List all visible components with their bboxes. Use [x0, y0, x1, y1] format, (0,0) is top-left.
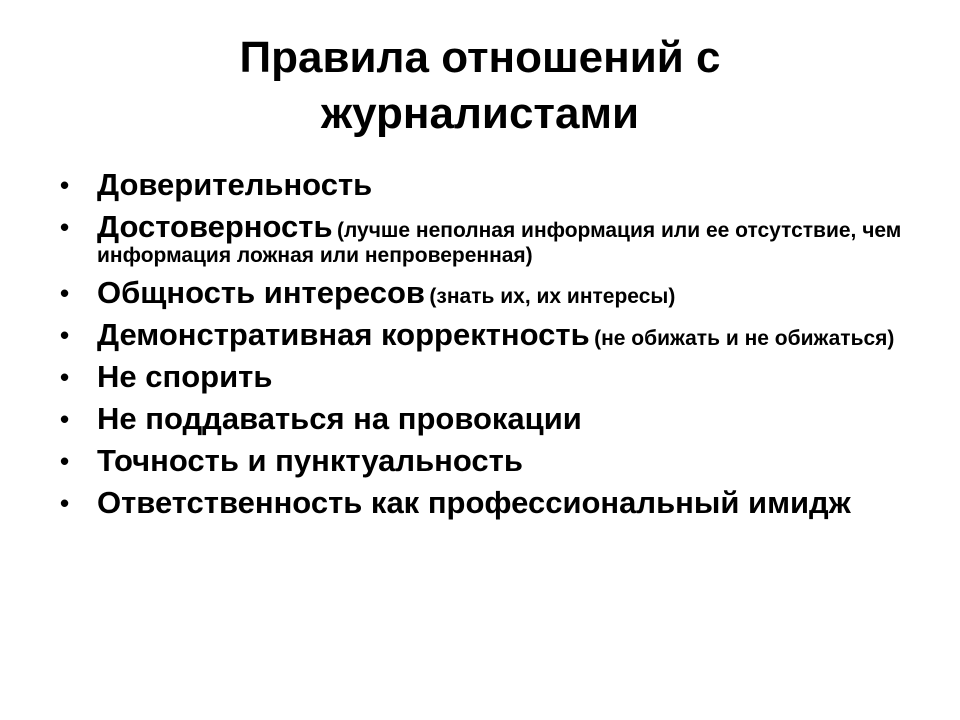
- bullet-text: Доверительность: [97, 167, 373, 202]
- title-line-1: Правила отношений с: [239, 33, 721, 82]
- bullet-text: Не поддаваться на провокации: [97, 401, 582, 436]
- bullet-item-reliability: [60, 210, 910, 268]
- bullet-text: Не спорить: [97, 359, 273, 394]
- bullet-note: (знать их, их интересы): [429, 285, 676, 308]
- bullet-icon: •: [60, 212, 70, 242]
- title-line-2: журналистами: [320, 89, 640, 138]
- bullet-note: (лучше неполная информация или ее отсутствие, чем информация ложная или непроверенная): [97, 219, 902, 267]
- slide-title: [80, 30, 880, 142]
- bullet-icon: •: [60, 320, 70, 350]
- bullet-text: Ответственность как профессиональный имидж: [97, 485, 851, 520]
- bullet-icon: •: [60, 446, 70, 476]
- bullet-icon: •: [60, 278, 70, 308]
- bullet-icon: •: [60, 488, 70, 518]
- bullet-icon: •: [60, 170, 70, 200]
- bullet-list: [60, 168, 910, 528]
- bullet-item-common-interests: [60, 276, 910, 310]
- bullet-note: (не обижать и не обижаться): [594, 327, 895, 350]
- bullet-item-no-provocation: [60, 402, 910, 436]
- bullet-text: Точность и пунктуальность: [97, 443, 523, 478]
- bullet-icon: •: [60, 362, 70, 392]
- bullet-item-trust: [60, 168, 910, 202]
- bullet-item-punctuality: [60, 444, 910, 478]
- bullet-item-correctness: [60, 318, 910, 352]
- bullet-text: Демонстративная корректность: [97, 317, 590, 352]
- bullet-icon: •: [60, 404, 70, 434]
- bullet-item-responsibility: [60, 486, 910, 520]
- bullet-item-no-arguing: [60, 360, 910, 394]
- bullet-text: Достоверность: [97, 209, 333, 244]
- bullet-text: Общность интересов: [97, 275, 425, 310]
